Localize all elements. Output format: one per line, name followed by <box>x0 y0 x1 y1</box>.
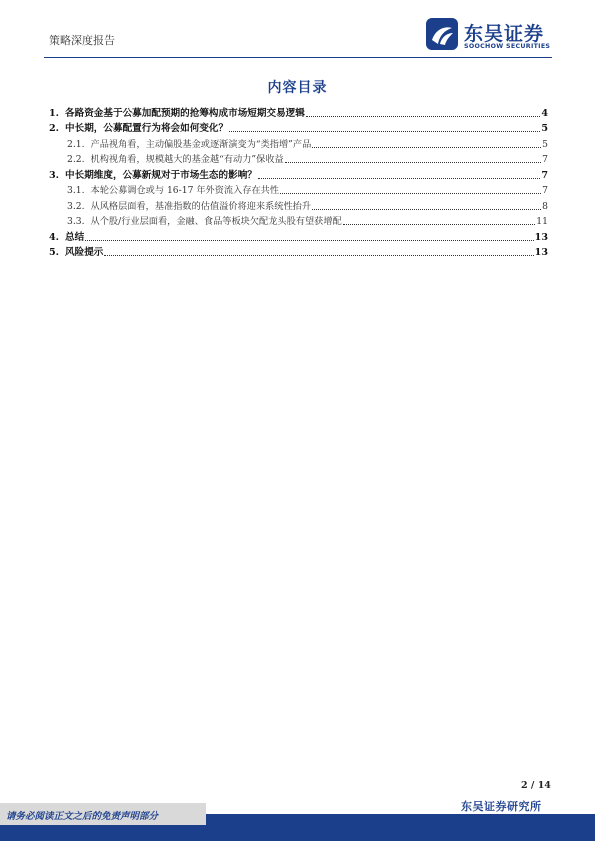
toc-entry-number: 3.2. <box>67 200 85 212</box>
toc-entry[interactable] <box>49 166 548 182</box>
toc-entry-number: 2.1. <box>67 138 85 150</box>
toc-entry-page: 7 <box>542 185 548 196</box>
toc-leader-dots <box>306 115 540 117</box>
toc-entry[interactable] <box>49 244 548 260</box>
toc-entry-page: 5 <box>541 123 548 134</box>
toc-entry-title: 产品视角看，主动偏股基金或逐渐演变为“类指增”产品 <box>90 138 312 150</box>
footer-bar <box>206 814 595 841</box>
toc-entry[interactable] <box>49 104 548 120</box>
toc-entry-number: 3.1. <box>67 185 85 196</box>
header-divider <box>44 57 552 58</box>
toc-leader-dots <box>312 146 541 148</box>
toc-entry-number: 1. <box>49 107 60 119</box>
toc-entry-number: 4. <box>49 231 60 243</box>
page-indicator: 2 / 14 <box>521 780 551 791</box>
table-of-contents <box>49 104 548 259</box>
toc-entry[interactable] <box>49 120 548 136</box>
toc-entry-title: 中长期维度，公募新规对于市场生态的影响？ <box>65 169 257 181</box>
toc-entry-title: 各路资金基于公募加配预期的抢筹构成市场短期交易逻辑 <box>65 107 305 119</box>
brand-name-en: SOOCHOW SECURITIES <box>464 43 551 50</box>
toc-leader-dots <box>104 254 533 256</box>
toc-entry[interactable] <box>49 213 548 229</box>
disclaimer-text: 请务必阅读正文之后的免责声明部分 <box>6 811 159 822</box>
disclaimer-box <box>0 803 206 825</box>
toc-entry-title: 从个股/行业层面看，金融、食品等板块欠配龙头股有望获增配 <box>90 216 342 227</box>
footer-bar-left <box>0 825 206 841</box>
toc-leader-dots <box>229 130 540 132</box>
toc-entry-number: 3. <box>49 169 60 181</box>
toc-entry-number: 5. <box>49 247 60 258</box>
institute-name: 东吴证券研究所 <box>461 800 542 813</box>
toc-entry[interactable] <box>49 228 548 244</box>
toc-title: 内容目录 <box>267 80 328 96</box>
toc-entry-page: 13 <box>534 247 548 258</box>
toc-entry-page: 7 <box>541 169 548 181</box>
toc-leader-dots <box>285 161 541 163</box>
toc-entry[interactable] <box>49 135 548 151</box>
toc-entry-title: 总结 <box>65 231 85 243</box>
toc-entry-number: 2.2. <box>67 154 85 165</box>
toc-entry-title: 从风格层面看，基准指数的估值溢价将迎来系统性抬升 <box>90 200 312 212</box>
toc-entry-number: 2. <box>49 123 60 134</box>
toc-entry[interactable] <box>49 182 548 198</box>
brand-logo <box>426 16 556 54</box>
toc-entry-number: 3.3. <box>67 216 85 227</box>
toc-leader-dots <box>258 177 540 179</box>
toc-leader-dots <box>343 223 536 225</box>
brand-name-cn: 东吴证券 <box>464 23 545 45</box>
toc-entry-title: 风险提示 <box>65 247 104 258</box>
toc-entry[interactable] <box>49 197 548 213</box>
toc-entry[interactable] <box>49 151 548 167</box>
toc-entry-page: 11 <box>536 216 548 227</box>
toc-entry-title: 中长期，公募配置行为将会如何变化？ <box>65 123 229 134</box>
report-type-label: 策略深度报告 <box>49 34 115 47</box>
soochow-logo-icon <box>426 18 458 50</box>
toc-entry-page: 13 <box>534 231 548 243</box>
toc-entry-page: 8 <box>542 200 548 212</box>
toc-leader-dots <box>312 208 541 210</box>
toc-entry-page: 4 <box>541 107 548 119</box>
toc-entry-page: 5 <box>542 138 548 150</box>
toc-leader-dots <box>85 239 533 241</box>
toc-entry-title: 本轮公募调仓或与 16-17 年外资流入存在共性 <box>90 185 280 196</box>
toc-leader-dots <box>280 192 541 194</box>
toc-entry-page: 7 <box>542 154 548 165</box>
toc-entry-title: 机构视角看，规模越大的基金越“有动力”保收益 <box>90 154 284 165</box>
